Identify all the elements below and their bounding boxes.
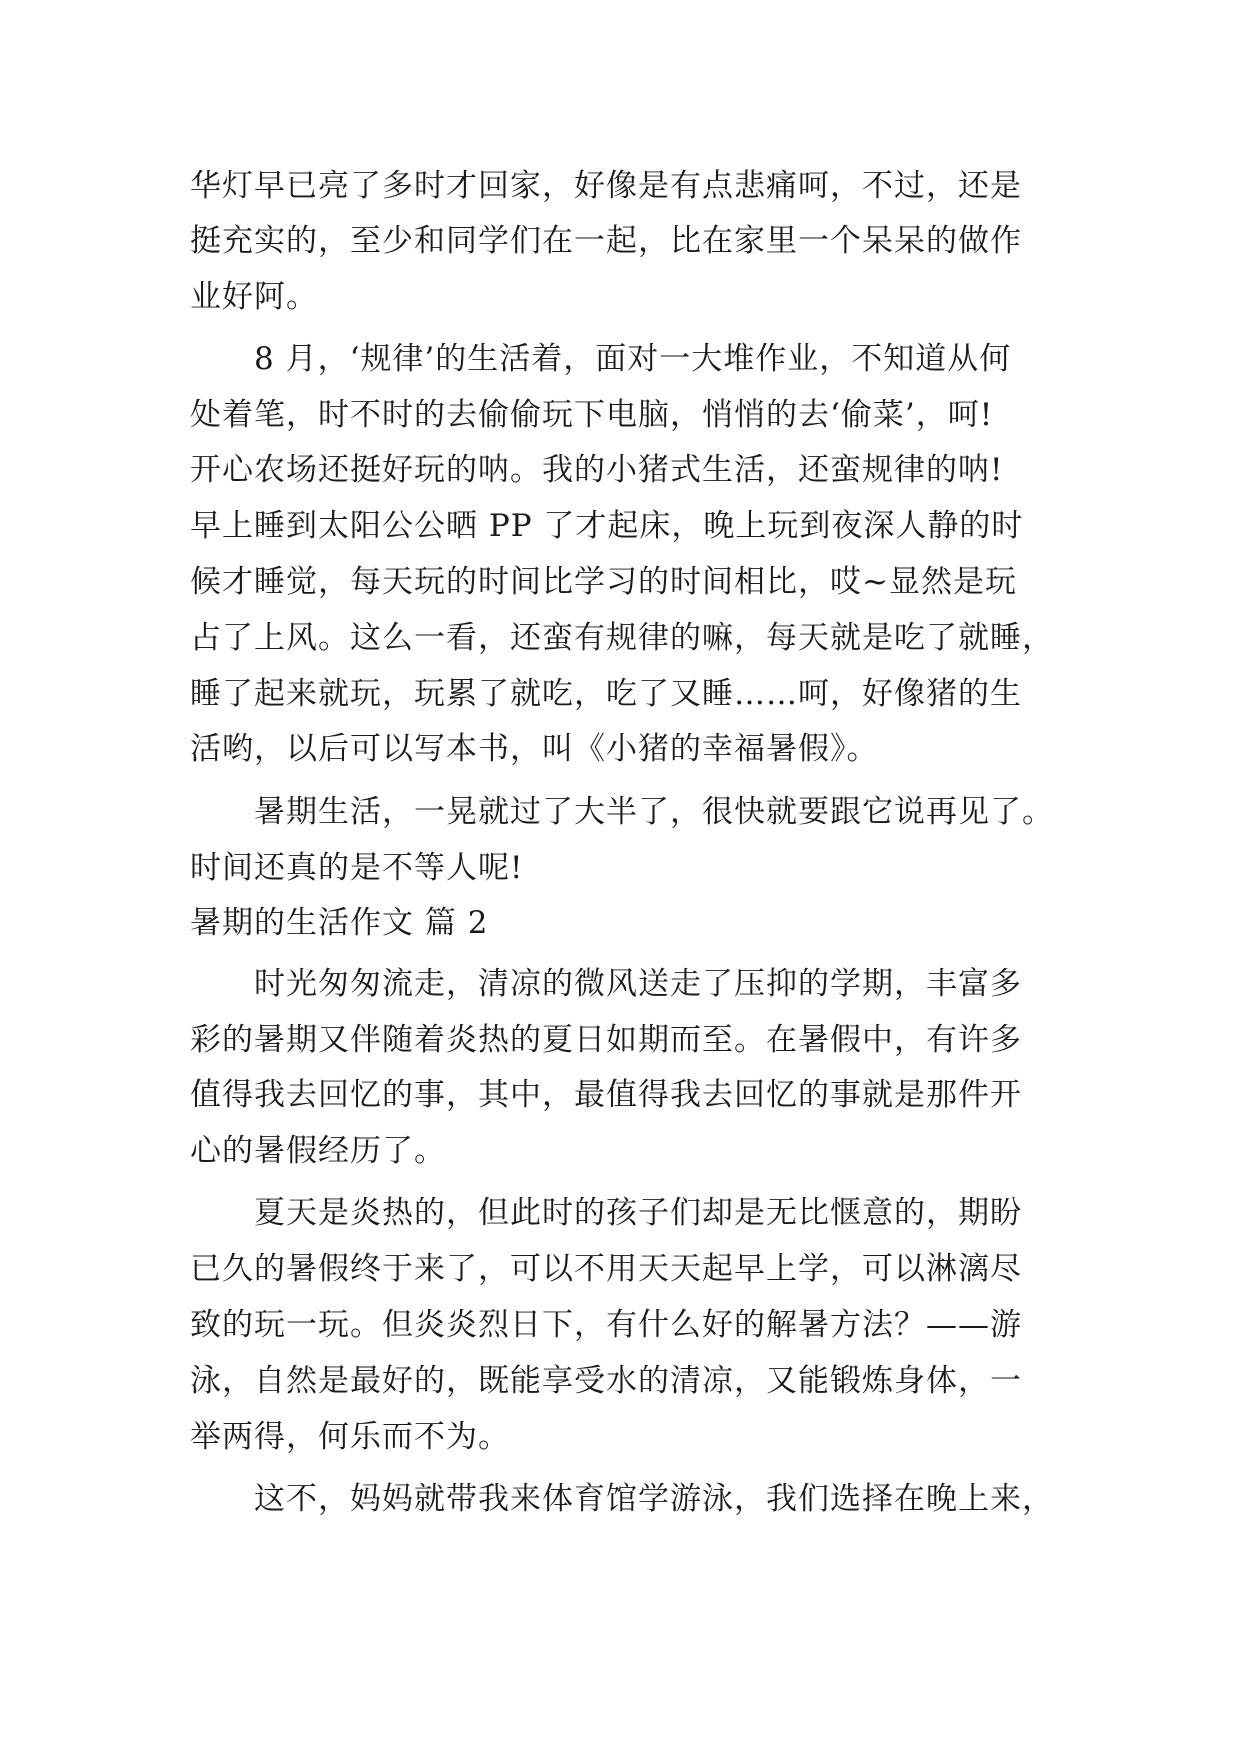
text-line: 睡了起来就玩，玩累了就吃，吃了又睡……呵，好像猪的生 (190, 676, 1022, 712)
section-heading: 暑期的生活作文 篇 2 (190, 905, 489, 941)
text-line: 开心农场还挺好玩的呐。我的小猪式生活，还蛮规律的呐! (190, 452, 1004, 488)
paragraph-first-line: 这不，妈妈就带我来体育馆学游泳，我们选择在晚上来， (254, 1481, 1054, 1517)
text-line: 挺充实的，至少和同学们在一起，比在家里一个呆呆的做作 (190, 223, 1022, 259)
text-line: 心的暑假经历了。 (190, 1133, 446, 1169)
text-line: 致的玩一玩。但炎炎烈日下，有什么好的解暑方法？——游 (190, 1307, 1022, 1343)
text-line: 占了上风。这么一看，还蛮有规律的嘛，每天就是吃了就睡， (190, 620, 1054, 656)
text-line: 华灯早已亮了多时才回家，好像是有点悲痛呵，不过，还是 (190, 168, 1022, 204)
text-line: 举两得，何乐而不为。 (190, 1419, 510, 1455)
text-line: 早上睡到太阳公公晒 PP 了才起床，晚上玩到夜深人静的时 (190, 508, 1024, 544)
text-line: 已久的暑假终于来了，可以不用天天起早上学，可以淋漓尽 (190, 1251, 1022, 1287)
text-line: 处着笔，时不时的去偷偷玩下电脑，悄悄的去‘偷菜’，呵! (190, 397, 994, 433)
text-line: 活哟，以后可以写本书，叫《小猪的幸福暑假》。 (190, 731, 879, 767)
paragraph-first-line: 时光匆匆流走，清凉的微风送走了压抑的学期，丰富多 (254, 966, 1022, 1002)
paragraph-first-line: 8 月，‘规律’的生活着，面对一大堆作业，不知道从何 (254, 341, 1012, 377)
paragraph-first-line: 夏天是炎热的，但此时的孩子们却是无比惬意的，期盼 (254, 1195, 1022, 1231)
text-line: 彩的暑期又伴随着炎热的夏日如期而至。在暑假中，有许多 (190, 1022, 1022, 1058)
text-line: 业好阿。 (190, 279, 318, 315)
text-line: 值得我去回忆的事，其中，最值得我去回忆的事就是那件开 (190, 1077, 1022, 1113)
paragraph-first-line: 暑期生活，一晃就过了大半了，很快就要跟它说再见了。 (254, 794, 1054, 830)
text-line: 候才睡觉，每天玩的时间比学习的时间相比，哎~显然是玩 (190, 564, 1017, 600)
text-line: 泳，自然是最好的，既能享受水的清凉，又能锻炼身体，一 (190, 1363, 1022, 1399)
text-line: 时间还真的是不等人呢! (190, 850, 524, 886)
